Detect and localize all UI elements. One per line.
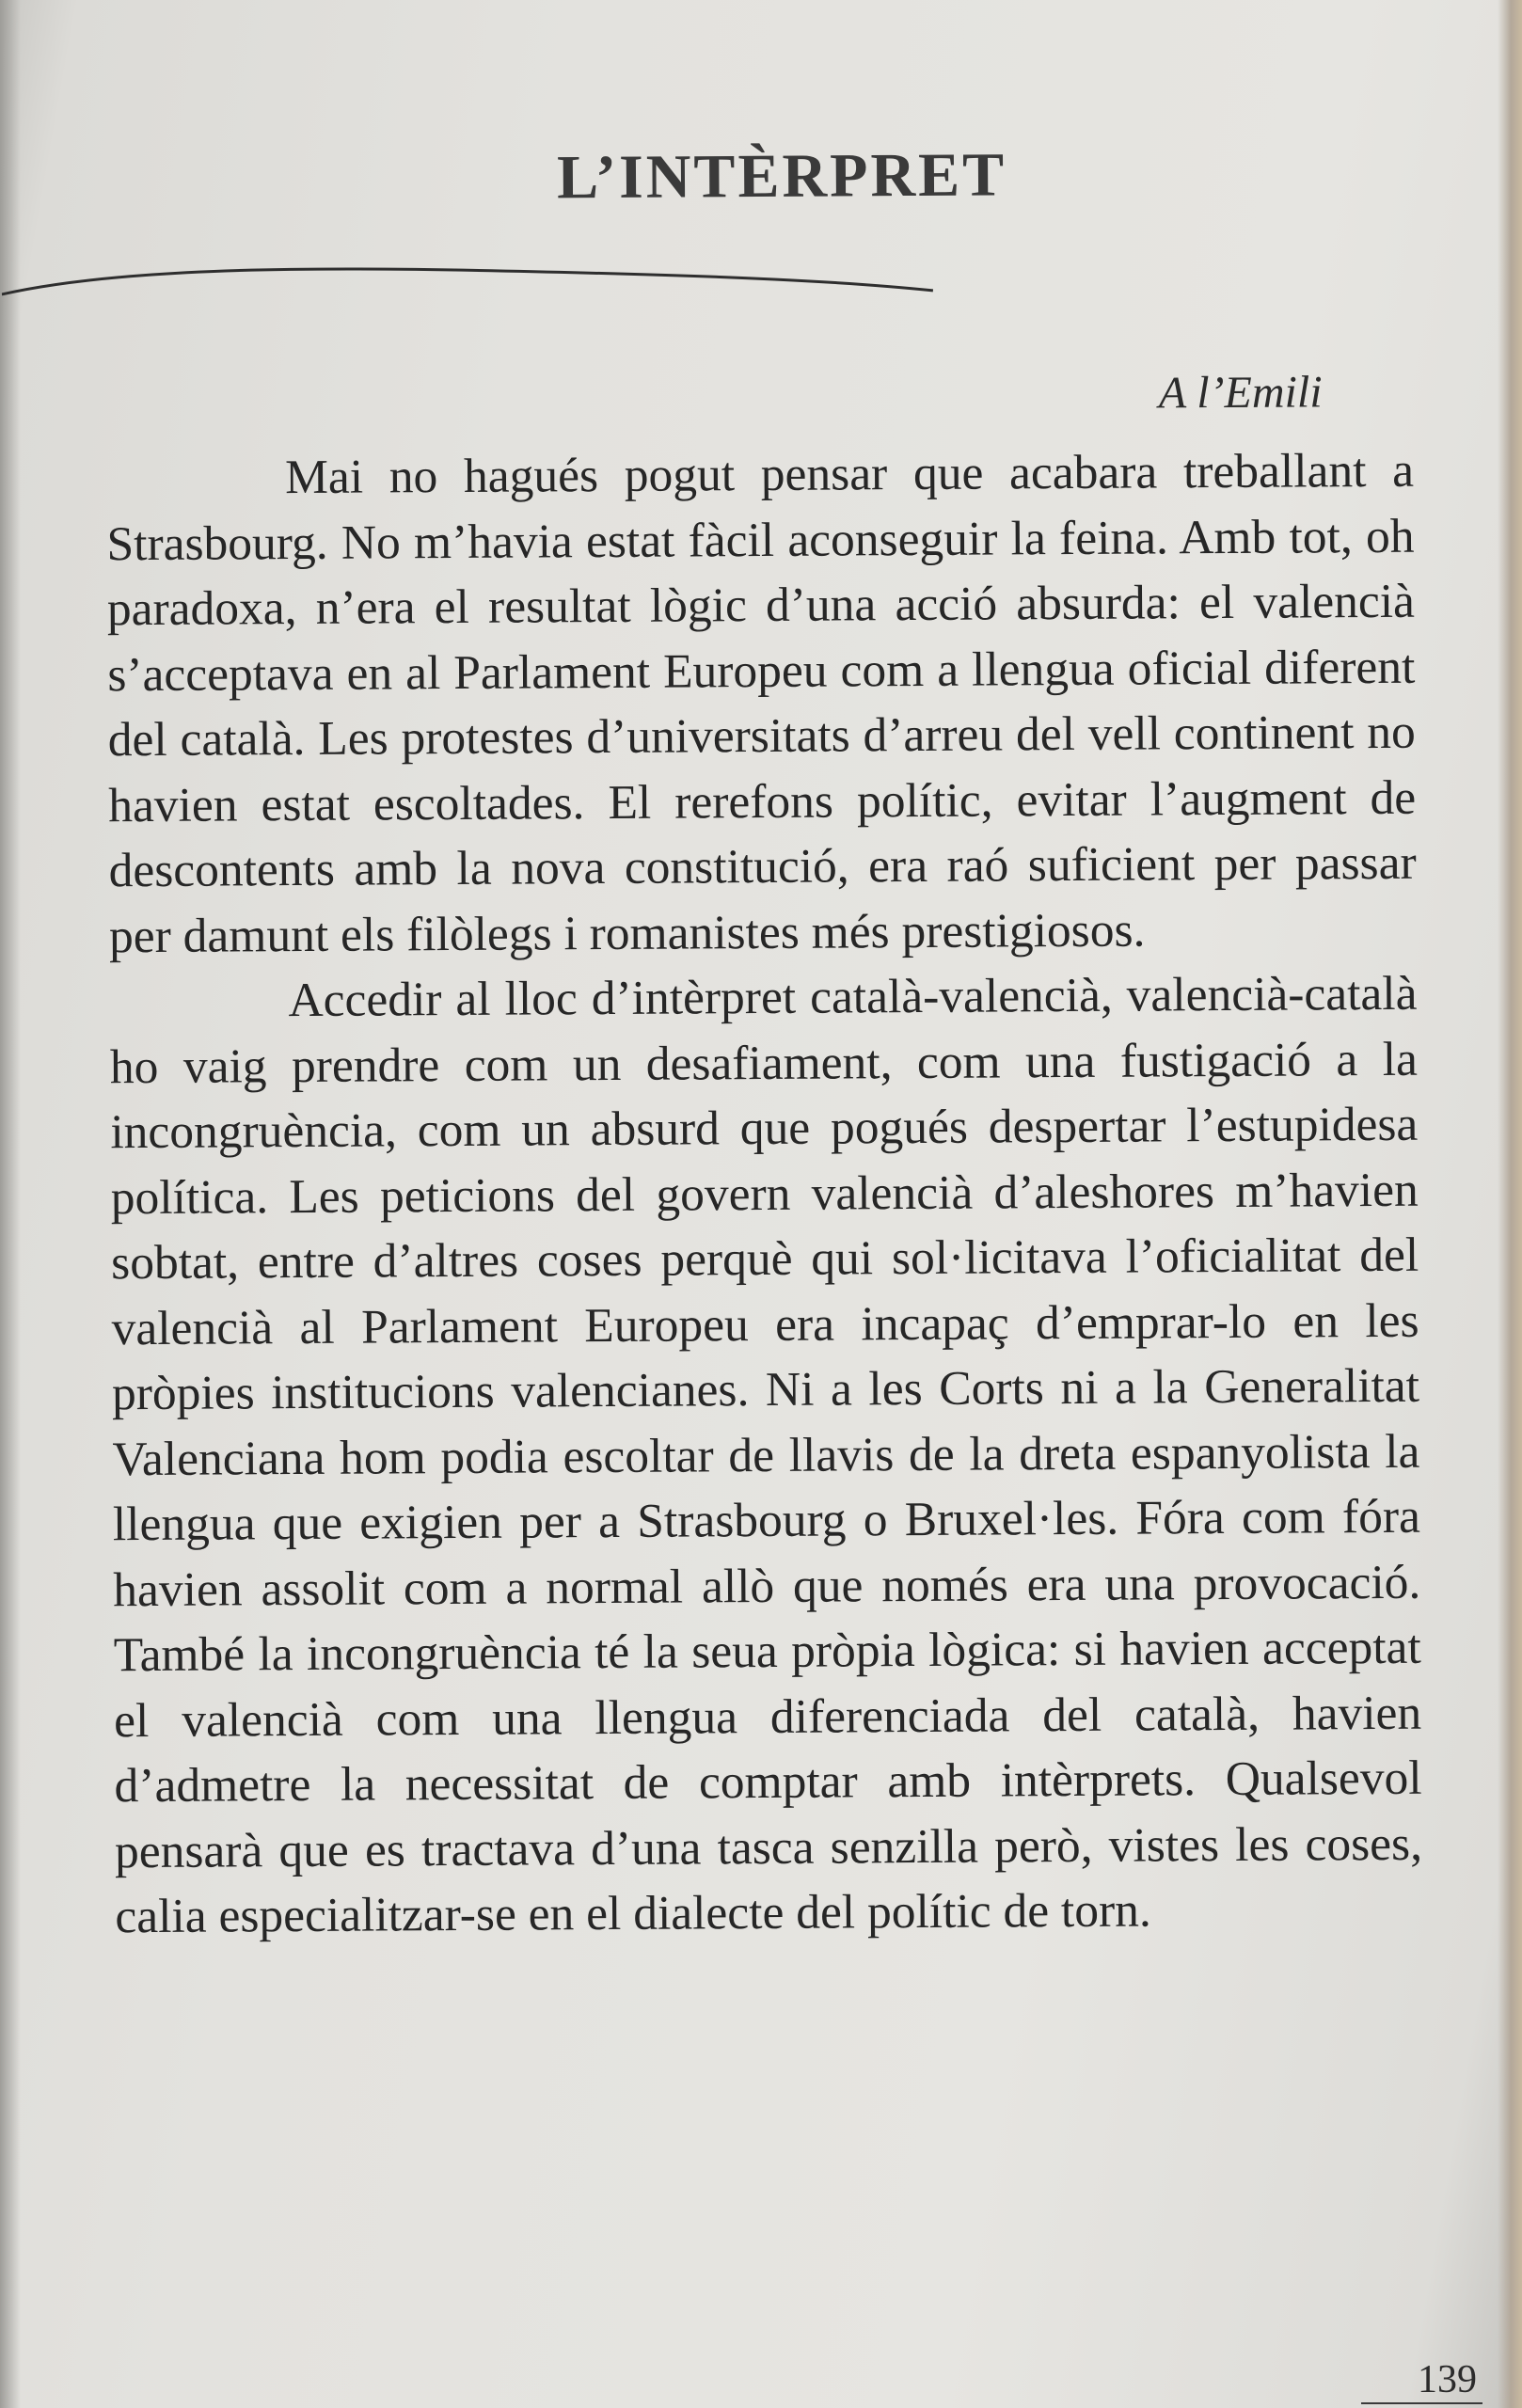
chapter-body <box>106 438 1423 1950</box>
paragraph-1: Mai no hagués pogut pensar que acabara treballant a Strasbourg. No m’havia estat fàcil aconseguir la feina. Amb tot, oh paradoxa, n’era el resultat lògic d’una acció absurda: el valencià s’acceptava en al Parlament Europeu com a llengua oficial diferent del català. Les protestes d’universitats d’arreu del vell continent no havien estat escoltades. El rerefons polític, evitar l’augment de descontents amb la nova constitució, era raó suficient per passar per damunt els filòlegs i romanistes més prestigiosos. <box>106 443 1417 963</box>
page-number: 139 <box>1361 2359 1482 2404</box>
dedication: A l’Emili <box>1158 367 1323 419</box>
paragraph-2: Accedir al lloc d’intèrpret català-valencià, valencià-català ho vaig prendre com un desafiament, com una fustigació a la incongruència, com un absurd que pogués despertar l’estupidesa política. Les peticions del govern valencià d’aleshores m’havien sobtat, entre d’altres coses perquè qui sol·licitava l’oficialitat del valencià al Parlament Europeu era incapaç d’emprar-lo en les pròpies institucions valencianes. Ni a les Corts ni a la Generalitat Valenciana hom podia escoltar de llavis de la dreta espanyolista la llengua que exigien per a Strasbourg o Bruxel·les. Fóra com fóra havien assolit com a normal allò que només era una provocació. També la incongruència té la seua pròpia lògica: si havien acceptat el valencià com una llengua diferenciada del català, havien d’admetre la necessitat de comptar amb intèrprets. Qualsevol pensarà que es tractava d’una tasca senzilla però, vistes les coses, calia especialitzar-se en el dialecte del polític de torn. <box>109 966 1423 1944</box>
chapter-title: L’INTÈRPRET <box>556 140 1007 213</box>
title-rule <box>2 251 943 313</box>
